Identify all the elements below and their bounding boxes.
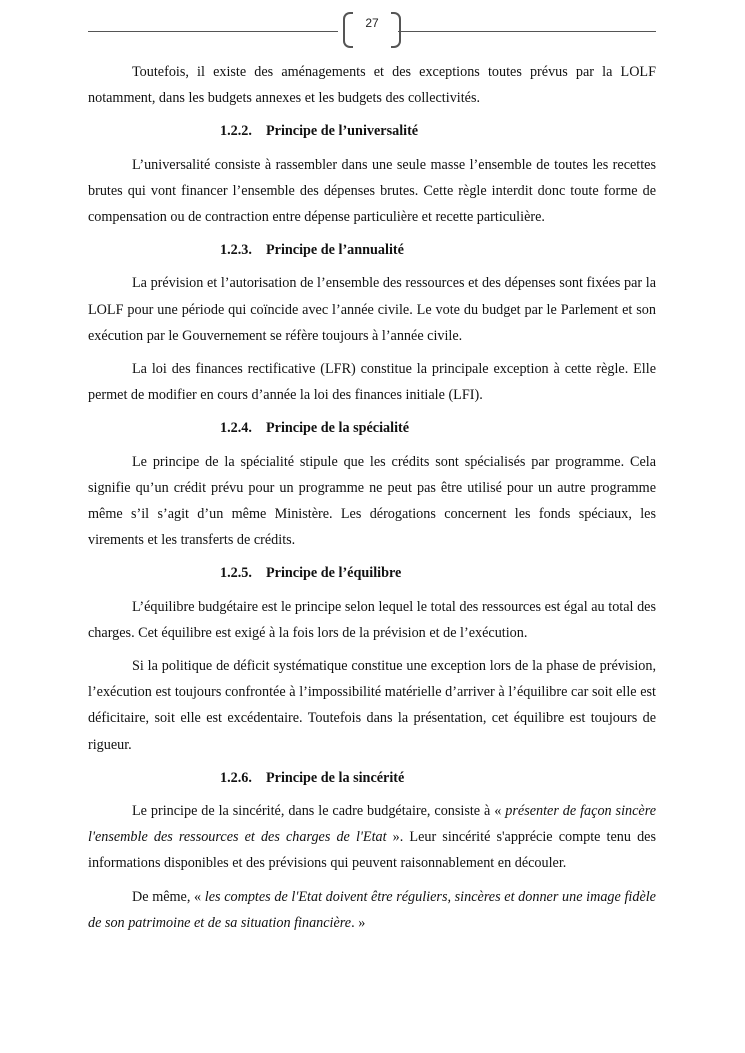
- heading-title: Principe de la sincérité: [266, 769, 405, 786]
- page-header: [88, 10, 656, 52]
- heading-title: Principe de la spécialité: [266, 420, 410, 437]
- page-number: 27: [365, 16, 379, 30]
- paragraph-exceptions: Toutefois, il existe des aménagements et des exceptions toutes prévus par la LOLF notamment, dans les budgets annexes et les budgets des collectivités.: [88, 64, 656, 107]
- paragraph-sincerite: [88, 798, 656, 877]
- heading-annualite: [220, 237, 656, 263]
- heading-equilibre: [220, 560, 656, 586]
- paragraph-comptes: [88, 884, 656, 936]
- heading-number: 1.2.3.: [220, 242, 252, 259]
- text-run: ». Leur sincérité s'apprécie compte tenu des informations disponibles et des prévisions qui peuvent raisonnablement en découler.: [88, 829, 656, 872]
- heading-sincerite: [220, 765, 656, 791]
- heading-number: 1.2.2.: [220, 123, 252, 140]
- heading-number: 1.2.4.: [220, 420, 252, 437]
- text-run: . »: [351, 914, 366, 931]
- header-rule-left: [88, 31, 338, 32]
- document-body: [88, 59, 656, 943]
- heading-number: 1.2.6.: [220, 769, 252, 786]
- heading-title: Principe de l’annualité: [266, 242, 404, 259]
- quote-italic: les comptes de l'Etat doivent être réguliers, sincères et donner une image fidèle de son patrimoine et de sa situation financière: [88, 888, 656, 931]
- quote-italic: présenter de façon sincère l'ensemble des ressources et des charges de l'Etat: [88, 803, 656, 846]
- paragraph-universalite: L’universalité consiste à rassembler dans une seule masse l’ensemble de toutes les recettes brutes qui vont financer l’ensemble des dépenses brutes. Cette règle interdit donc toute forme de compensation ou de contraction entre dépense particulière et recette particulière.: [88, 156, 656, 226]
- paragraph-equilibre: L’équilibre budgétaire est le principe selon lequel le total des ressources est égal au total des charges. Cet équilibre est exigé à la fois lors de la prévision et de l’exécution.: [88, 598, 656, 641]
- paragraph-deficit: Si la politique de déficit systématique constitue une exception lors de la phase de prévision, l’exécution est toujours confrontée à l’impossibilité matérielle d’arriver à l’équilibre car soit elle est déficitaire, soit elle est excédentaire. Toutefois dans la présentation, cet équilibre est toujours de rigueur.: [88, 658, 656, 753]
- paragraph-lfr: La loi des finances rectificative (LFR) constitue la principale exception à cette règle. Elle permet de modifier en cours d’année la loi des finances initiale (LFI).: [88, 361, 656, 404]
- heading-title: Principe de l’universalité: [266, 123, 419, 140]
- text-run: Le principe de la sincérité, dans le cadre budgétaire, consiste à «: [132, 803, 506, 820]
- heading-specialite: [220, 415, 656, 441]
- page-number-bracket-right: [391, 12, 401, 48]
- header-rule-right: [398, 31, 656, 32]
- paragraph-specialite: Le principe de la spécialité stipule que les crédits sont spécialisés par programme. Cela signifie qu’un crédit prévu pour un programme ne peut pas être utilisé pour un autre programme même s’il s’agit d’un même Ministère. Les dérogations concernent les fonds spéciaux, les virements et les transferts de crédits.: [88, 453, 656, 549]
- heading-title: Principe de l’équilibre: [266, 565, 402, 582]
- heading-universalite: [220, 118, 656, 144]
- paragraph-annualite: La prévision et l’autorisation de l’ensemble des ressources et des dépenses sont fixées par la LOLF pour une période qui coïncide avec l’année civile. Le vote du budget par le Parlement et son exécution par le Gouvernement se réfère toujours à l’année civile.: [88, 275, 656, 344]
- heading-number: 1.2.5.: [220, 565, 252, 582]
- text-run: De même, «: [132, 888, 205, 905]
